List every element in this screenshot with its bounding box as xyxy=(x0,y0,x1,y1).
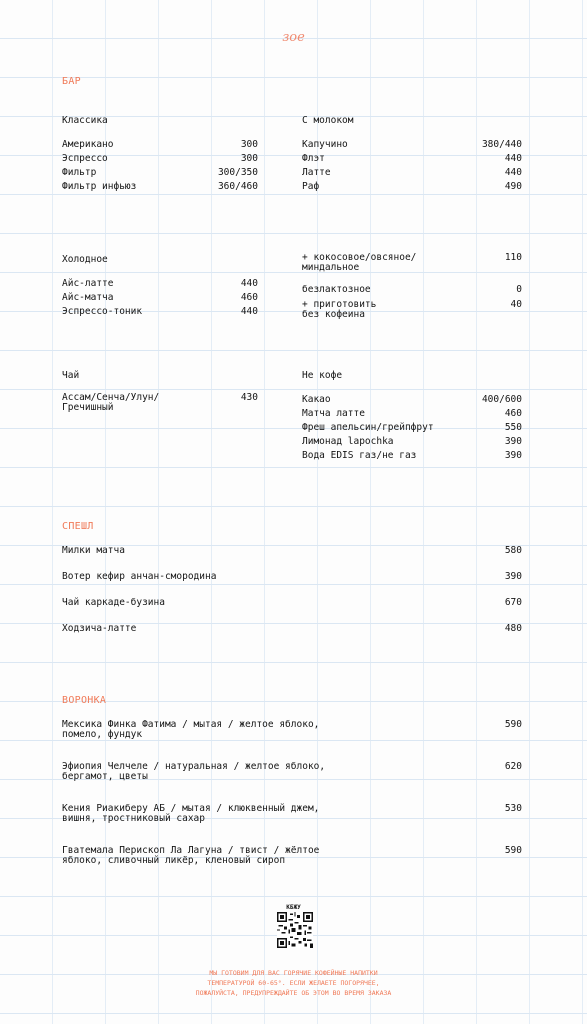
item-name: Милки матча xyxy=(62,545,125,556)
bar-heading: БАР xyxy=(62,76,81,87)
item-price: 300 xyxy=(240,139,258,150)
item-price: 380/440 xyxy=(481,139,522,150)
addons-group xyxy=(302,253,522,320)
item-name: Кения Риакиберу АБ / мытая / клюквенный джем, вишня, тростниковый сахар xyxy=(62,803,320,824)
menu-item xyxy=(302,166,522,180)
item-price: 300 xyxy=(240,153,258,164)
menu-item xyxy=(302,152,522,166)
item-name: Какао xyxy=(302,394,331,405)
cold-title: Холодное xyxy=(62,254,108,265)
menu-item xyxy=(62,846,522,866)
menu-item xyxy=(62,762,522,782)
special-heading: СПЕШЛ xyxy=(62,521,94,532)
not-coffee-group xyxy=(302,369,522,463)
menu-item xyxy=(302,300,522,320)
menu-item xyxy=(62,720,522,740)
menu-item xyxy=(302,285,522,295)
tea-group xyxy=(62,369,258,413)
menu-item xyxy=(302,393,522,407)
item-price: 390 xyxy=(504,436,522,447)
menu-item xyxy=(302,253,522,273)
item-price: 670 xyxy=(504,597,522,608)
item-price: 550 xyxy=(504,422,522,433)
item-price: 400/600 xyxy=(481,394,522,405)
qr-code[interactable] xyxy=(277,912,313,948)
item-price: 440 xyxy=(240,278,258,289)
item-price: 110 xyxy=(504,252,522,263)
item-name: Гватемала Перископ Ла Лагуна / твист / жёлтое яблоко, сливочный ликёр, кленовый сироп xyxy=(62,845,320,866)
item-name: Раф xyxy=(302,181,320,192)
funnel-list xyxy=(62,720,522,880)
item-price: 490 xyxy=(504,181,522,192)
item-price: 530 xyxy=(504,803,522,814)
item-name: Эспрессо xyxy=(62,153,108,164)
item-price: 620 xyxy=(504,761,522,772)
menu-item xyxy=(62,180,258,194)
not-coffee-title: Не кофе xyxy=(302,370,343,381)
menu-item xyxy=(62,305,258,319)
item-name: Фреш апельсин/грейпфрут xyxy=(302,422,434,433)
item-name: + кокосовое/овсяное/ миндальное xyxy=(302,252,417,273)
item-price: 480 xyxy=(504,623,522,634)
item-name: Латте xyxy=(302,167,331,178)
item-name: Флэт xyxy=(302,153,325,164)
menu-item xyxy=(302,449,522,463)
note-line: МЫ ГОТОВИМ ДЛЯ ВАС ГОРЯЧИЕ КОФЕЙНЫЕ НАПИТКИ xyxy=(209,969,378,977)
item-price: 430 xyxy=(240,392,258,403)
item-name: Ассам/Сенча/Улун/ Гречишный xyxy=(62,392,160,413)
item-name: Эфиопия Челчеле / натуральная / желтое яблоко, бергамот, цветы xyxy=(62,761,326,782)
item-name: Мексика Финка Фатима / мытая / желтое яблоко, помело, фундук xyxy=(62,719,320,740)
item-price: 460 xyxy=(240,292,258,303)
item-name: Капучино xyxy=(302,139,348,150)
milk-title: С молоком xyxy=(302,115,354,126)
menu-item xyxy=(302,435,522,449)
item-price: 300/350 xyxy=(217,167,258,178)
item-price: 460 xyxy=(504,408,522,419)
milk-group xyxy=(302,114,522,194)
menu-item xyxy=(62,138,258,152)
menu-item xyxy=(302,180,522,194)
temperature-note xyxy=(0,968,587,998)
item-price: 440 xyxy=(504,167,522,178)
item-name: Фильтр инфьюз xyxy=(62,181,137,192)
menu-item xyxy=(62,804,522,824)
menu-item xyxy=(62,622,522,636)
item-price: 0 xyxy=(516,284,522,295)
menu-item xyxy=(62,570,522,584)
menu-item xyxy=(62,544,522,558)
item-name: безлактозное xyxy=(302,284,371,295)
special-list xyxy=(62,544,522,648)
tea-title: Чай xyxy=(62,370,80,381)
menu-item xyxy=(62,152,258,166)
item-price: 40 xyxy=(510,299,522,310)
menu-item xyxy=(302,421,522,435)
item-price: 580 xyxy=(504,545,522,556)
item-price: 360/460 xyxy=(217,181,258,192)
item-name: Вотер кефир анчан-смородина xyxy=(62,571,217,582)
classic-group xyxy=(62,114,258,194)
menu-item xyxy=(62,166,258,180)
item-name: Ходзича-латте xyxy=(62,623,137,634)
item-name: Американо xyxy=(62,139,114,150)
classic-title: Классика xyxy=(62,115,108,126)
menu-item xyxy=(62,291,258,305)
cold-group xyxy=(62,253,258,319)
menu-item xyxy=(302,407,522,421)
menu-item xyxy=(62,596,522,610)
menu-item xyxy=(302,138,522,152)
item-price: 440 xyxy=(240,306,258,317)
item-name: Матча латте xyxy=(302,408,365,419)
note-line: ПОЖАЛУЙСТА, ПРЕДУПРЕЖДАЙТЕ ОБ ЭТОМ ВО ВРЕМЯ ЗАКАЗА xyxy=(195,989,392,997)
item-name: Фильтр xyxy=(62,167,97,178)
item-price: 390 xyxy=(504,571,522,582)
item-price: 390 xyxy=(504,450,522,461)
item-price: 590 xyxy=(504,719,522,730)
menu-item xyxy=(62,393,258,413)
funnel-heading: ВОРОНКА xyxy=(62,695,107,706)
item-name: Чай каркаде-бузина xyxy=(62,597,165,608)
item-price: 590 xyxy=(504,845,522,856)
brand-logo: зое xyxy=(282,30,305,45)
kbju-label: КБЖУ xyxy=(286,904,301,911)
item-name: + приготовить без кофеина xyxy=(302,299,377,320)
item-name: Эспрессо-тоник xyxy=(62,306,143,317)
item-price: 440 xyxy=(504,153,522,164)
item-name: Айс-матча xyxy=(62,292,114,303)
note-line: ТЕМПЕРАТУРОЙ 60-65°. ЕСЛИ ЖЕЛАЕТЕ ПОГОРЯЧЕЕ, xyxy=(207,979,380,987)
item-name: Вода EDIS газ/не газ xyxy=(302,450,417,461)
item-name: Айс-латте xyxy=(62,278,114,289)
item-name: Лимонад lapochka xyxy=(302,436,394,447)
menu-item xyxy=(62,277,258,291)
